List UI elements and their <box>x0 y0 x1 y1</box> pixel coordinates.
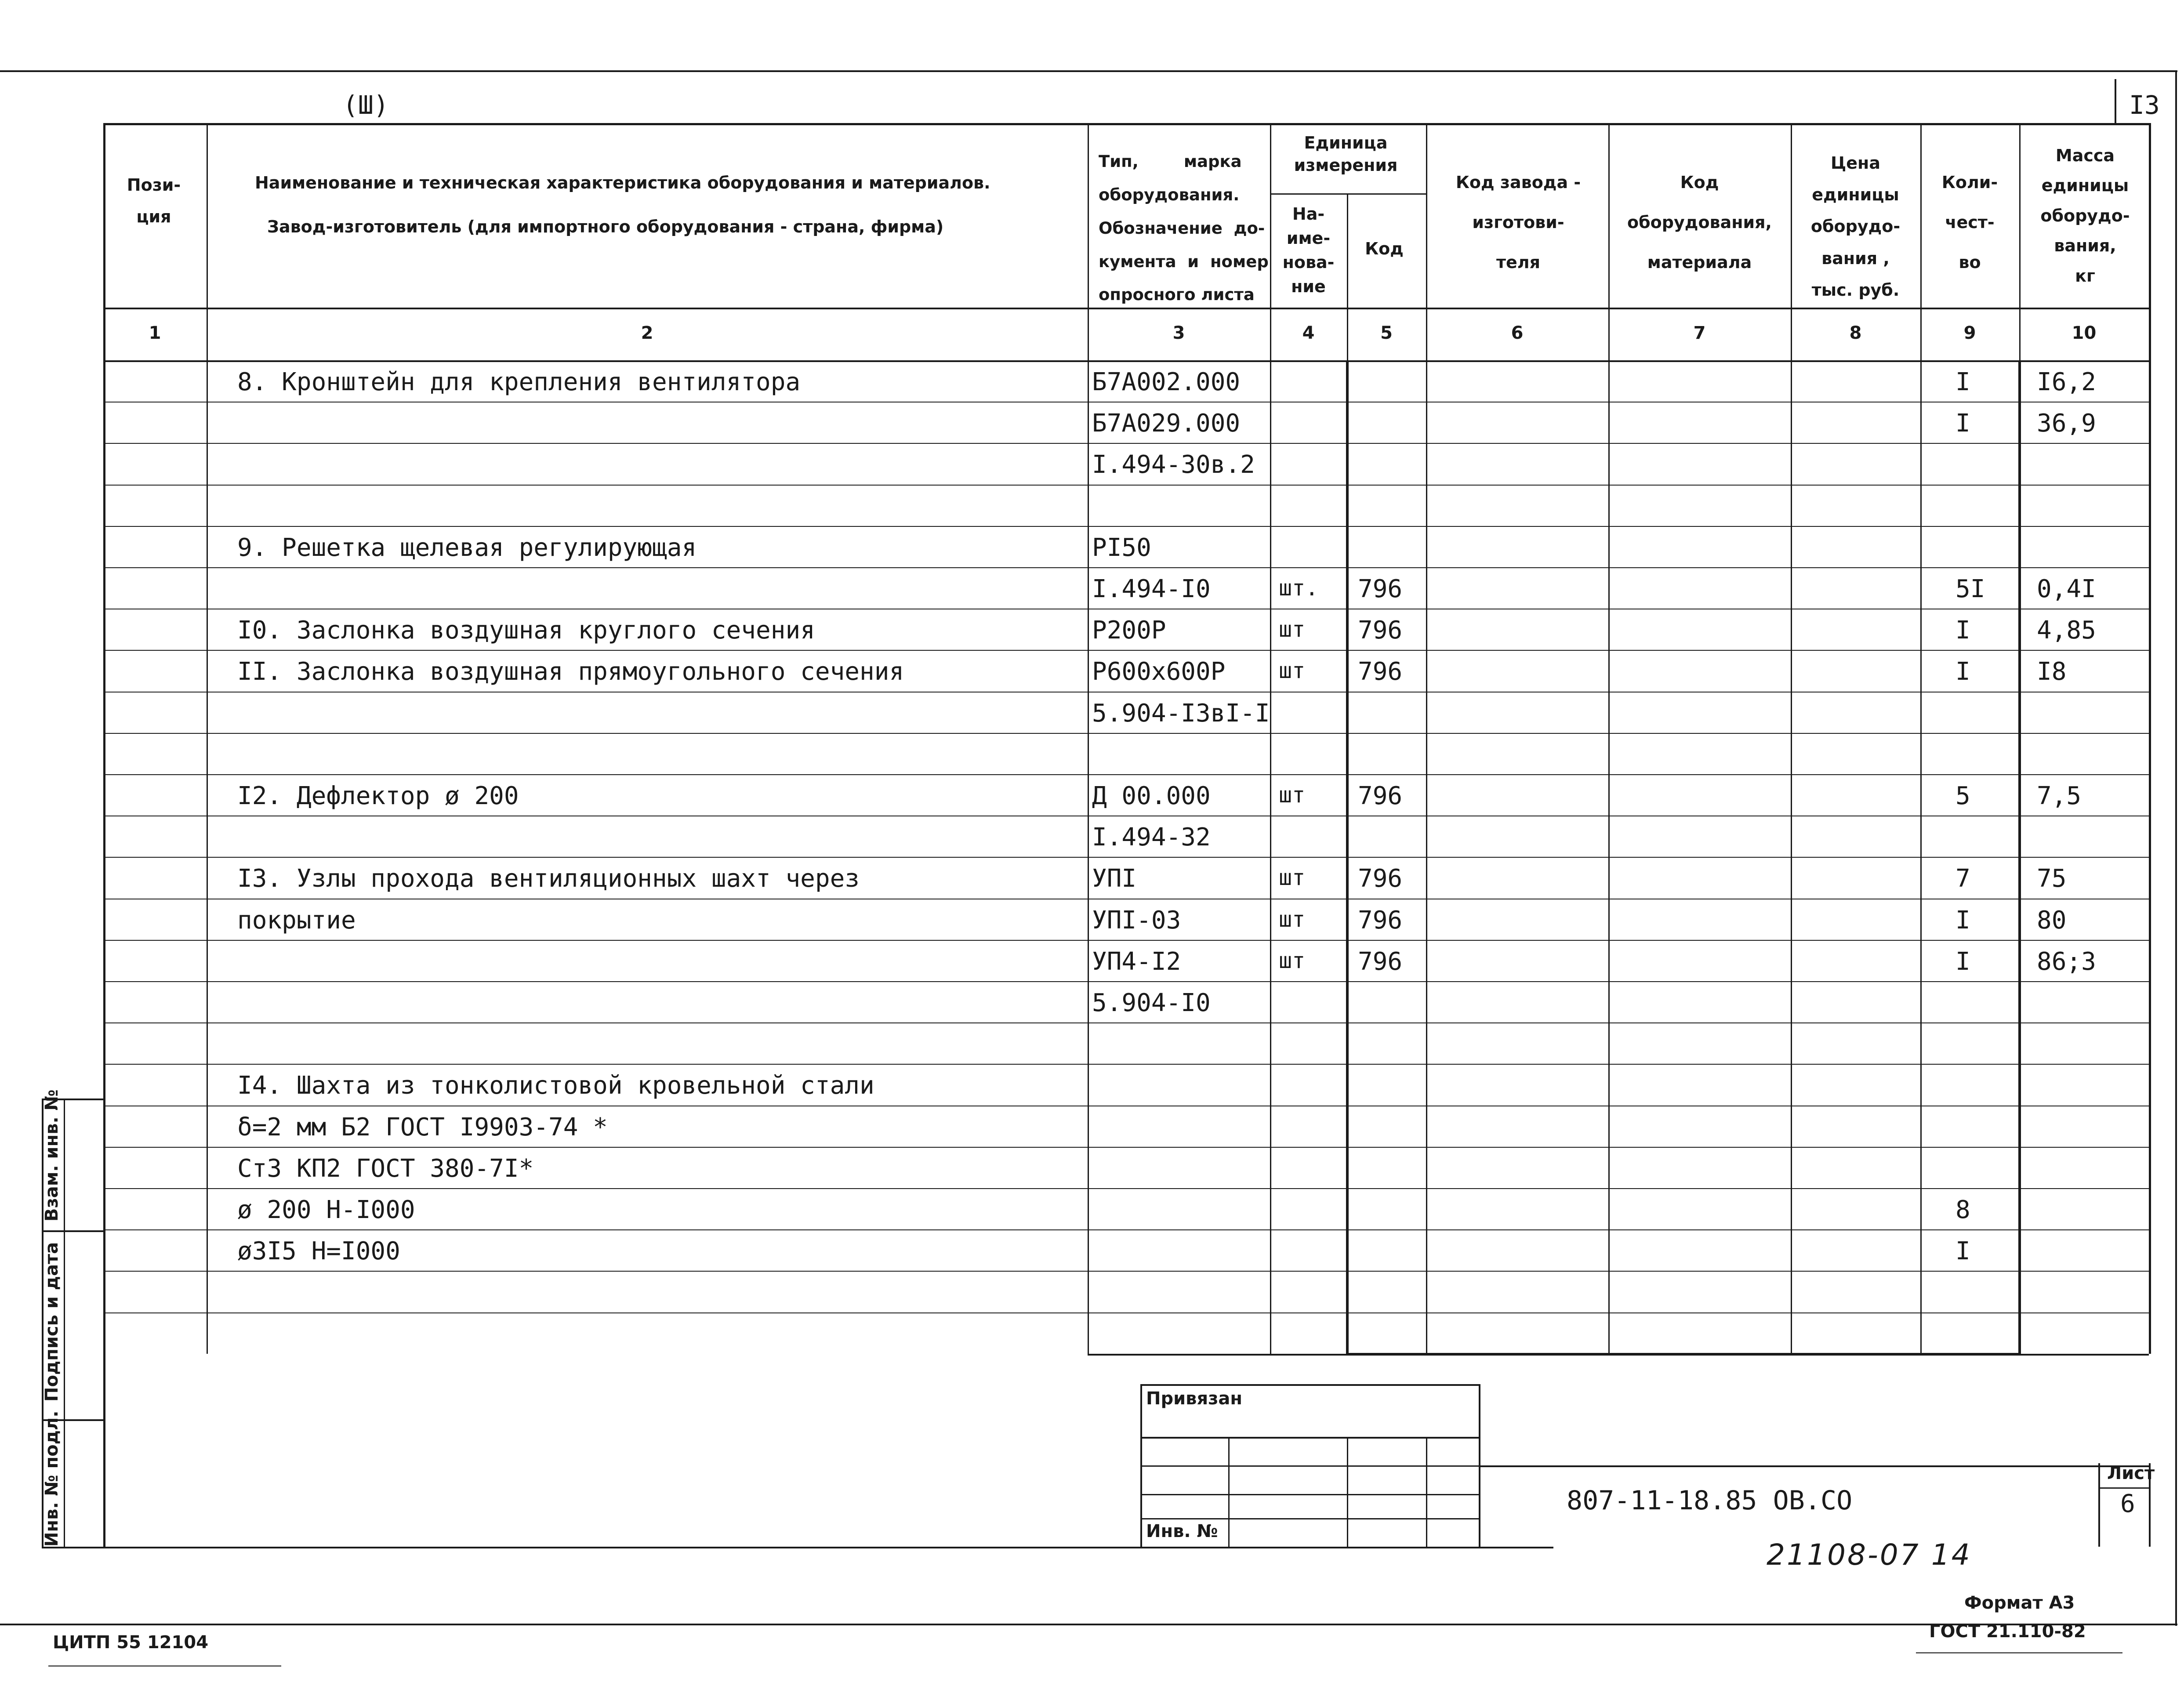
table-h-line <box>1140 1384 1479 1386</box>
document-designation: 807-11-18.85 ОВ.СО <box>1567 1485 1853 1516</box>
row-type: 5.904-I3вI-I <box>1092 699 1270 728</box>
table-h-line <box>103 443 2149 444</box>
row-mass: 36,9 <box>2037 409 2096 438</box>
header-equipment-code: Код оборудования, материала <box>1627 173 1772 272</box>
table-v-line <box>2018 360 2021 1354</box>
row-unit: шт <box>1279 906 1306 932</box>
header-type: Тип, марка оборудования. Обозначение до- кумента и номер опросного листа <box>1099 152 1269 305</box>
table-h-line <box>103 123 2149 125</box>
row-code: 796 <box>1358 575 1403 603</box>
row-name: δ=2 мм Б2 ГОСТ I9903-74 * <box>237 1113 608 1142</box>
row-code: 796 <box>1358 864 1403 893</box>
header-quantity: Коли- чест- во <box>1941 173 1998 272</box>
row-quantity: I <box>1955 409 1970 438</box>
table-v-line <box>1140 1384 1142 1547</box>
row-name: ø 200 Н-I000 <box>237 1196 415 1224</box>
row-type: УП4-I2 <box>1092 947 1181 976</box>
side-stamp-inv: Инв. № подл. <box>42 1410 62 1547</box>
table-v-line <box>1346 360 1349 1354</box>
header-mass: Масса единицы оборудо- вания, кг <box>2040 146 2130 286</box>
table-h-line <box>1347 1353 2019 1356</box>
printer-label: ЦИТП 55 12104 <box>53 1632 209 1653</box>
gost-label: ГОСТ 21.110-82 <box>1929 1621 2086 1642</box>
table-h-line <box>103 526 2149 527</box>
table-v-line <box>1608 123 1610 1354</box>
row-unit: шт <box>1279 782 1306 808</box>
table-h-line <box>2098 1487 2149 1489</box>
table-h-line <box>1140 1518 1479 1519</box>
table-h-line <box>103 1229 2149 1230</box>
table-h-line <box>103 1547 1553 1548</box>
section-mark: (Ш) <box>343 90 389 120</box>
table-h-line <box>103 650 2149 651</box>
row-quantity: I <box>1955 368 1970 396</box>
row-type: УПI-03 <box>1092 906 1181 935</box>
table-h-line <box>103 1312 2149 1313</box>
header-price: Цена единицы оборудо- вания , тыс. руб. <box>1810 153 1901 300</box>
row-quantity: I <box>1955 1237 1970 1266</box>
row-quantity: I <box>1955 906 1970 935</box>
table-v-line <box>1791 123 1792 1354</box>
row-type: Р200Р <box>1092 616 1166 645</box>
row-name: 9. Решетка щелевая регулирующая <box>237 533 697 562</box>
header-unit: Единица измерения <box>1294 133 1398 175</box>
frame-bottom-line <box>0 1624 2177 1625</box>
row-quantity: 5 <box>1955 782 1970 810</box>
row-unit: шт. <box>1279 575 1319 601</box>
side-stamp-podpis: Подпись и дата <box>42 1242 62 1402</box>
column-number: 1 <box>149 323 161 343</box>
table-h-line <box>103 733 2149 734</box>
table-v-line <box>1426 1437 1427 1547</box>
row-quantity: I <box>1955 616 1970 645</box>
row-name: Ст3 КП2 ГОСТ 380-7I* <box>237 1154 534 1183</box>
table-h-line <box>103 567 2149 568</box>
table-h-line <box>103 1147 2149 1148</box>
row-name: I4. Шахта из тонколистовой кровельной стали <box>237 1071 874 1100</box>
sheet-number: 6 <box>2120 1490 2135 1518</box>
row-unit: шт <box>1279 865 1306 891</box>
header-name-line2: Завод-изготовитель (для импортного оборудования - страна, фирма) <box>267 217 944 236</box>
table-h-line <box>103 1064 2149 1065</box>
table-v-line <box>1347 1437 1348 1547</box>
table-v-line <box>1270 123 1271 1354</box>
column-number: 2 <box>641 323 653 343</box>
row-type: I.494-32 <box>1092 823 1211 852</box>
row-type: Б7А029.000 <box>1092 409 1241 438</box>
row-type: Р600х600Р <box>1092 657 1226 686</box>
row-unit: шт <box>1279 616 1306 642</box>
table-h-line <box>42 1230 103 1232</box>
row-unit: шт <box>1279 947 1306 973</box>
table-v-line <box>1088 123 1089 1354</box>
frame-right-line <box>2175 70 2177 1626</box>
row-type: УПI <box>1092 864 1137 893</box>
column-number: 6 <box>1511 323 1524 343</box>
column-number: 4 <box>1302 323 1315 343</box>
table-h-line <box>1479 1465 2149 1467</box>
table-v-line <box>103 123 105 1354</box>
header-unit-code: Код <box>1365 239 1404 258</box>
row-code: 796 <box>1358 616 1403 645</box>
row-mass: 80 <box>2037 906 2067 935</box>
stamp-inv-label: Инв. № <box>1146 1521 1218 1541</box>
side-stamp-vzam: Взам. инв. № <box>42 1089 62 1222</box>
table-v-line <box>2098 1463 2100 1547</box>
sheet-corner-number: I3 <box>2129 90 2160 120</box>
row-quantity: 7 <box>1955 864 1970 893</box>
table-h-line <box>1140 1494 1479 1495</box>
table-h-line <box>103 981 2149 982</box>
table-h-line <box>42 1547 103 1548</box>
row-name: II. Заслонка воздушная прямоугольного сечения <box>237 657 904 686</box>
column-number: 10 <box>2072 323 2097 343</box>
column-number: 8 <box>1849 323 1862 343</box>
row-quantity: 5I <box>1955 575 1985 603</box>
header-position: Пози- ция <box>127 175 181 227</box>
table-h-line <box>103 1022 2149 1023</box>
column-number: 3 <box>1172 323 1185 343</box>
row-name: I3. Узлы прохода вентиляционных шахт через <box>237 864 860 893</box>
row-mass: 7,5 <box>2037 782 2082 810</box>
table-v-line <box>1920 123 1922 1354</box>
row-type: I.494-30в.2 <box>1092 450 1255 479</box>
column-number: 7 <box>1693 323 1706 343</box>
row-name: I2. Дефлектор ø 200 <box>237 782 519 810</box>
row-type: РI50 <box>1092 533 1151 562</box>
table-h-line <box>103 1188 2149 1189</box>
row-code: 796 <box>1358 657 1403 686</box>
row-type: Д 00.000 <box>1092 782 1211 810</box>
table-h-line <box>103 360 2149 362</box>
table-h-line <box>1140 1465 1479 1467</box>
row-name: ø3I5 Н=I000 <box>237 1237 400 1266</box>
row-quantity: I <box>1955 657 1970 686</box>
header-maker-code: Код завода - изготови- теля <box>1455 173 1581 272</box>
table-v-line <box>2149 123 2151 1354</box>
row-mass: I6,2 <box>2037 368 2096 396</box>
row-unit: шт <box>1279 658 1306 684</box>
row-mass: 86;3 <box>2037 947 2096 976</box>
table-h-line <box>103 485 2149 486</box>
corner-box-left <box>2115 79 2116 123</box>
column-number: 9 <box>1963 323 1976 343</box>
row-mass: I8 <box>2037 657 2067 686</box>
row-code: 796 <box>1358 782 1403 810</box>
row-name: 8. Кронштейн для крепления вентилятора <box>237 368 801 396</box>
row-code: 796 <box>1358 947 1403 976</box>
table-v-line <box>64 1099 65 1547</box>
row-mass: 4,85 <box>2037 616 2096 645</box>
handwritten-number: 21108-07 14 <box>1767 1538 1972 1572</box>
row-type: Б7А002.000 <box>1092 368 1241 396</box>
gost-underline <box>1916 1652 2122 1653</box>
frame-top-line <box>0 70 2177 72</box>
table-v-line <box>1228 1437 1230 1547</box>
row-quantity: I <box>1955 947 1970 976</box>
row-type: I.494-I0 <box>1092 575 1211 603</box>
table-h-line <box>103 774 2149 775</box>
row-name: I0. Заслонка воздушная круглого сечения <box>237 616 815 645</box>
sheet-label: Лист <box>2107 1463 2155 1483</box>
row-type: 5.904-I0 <box>1092 989 1211 1017</box>
table-v-line <box>103 1354 105 1547</box>
table-h-line <box>1140 1437 1479 1439</box>
table-v-line <box>207 123 208 1354</box>
printer-underline <box>48 1665 281 1667</box>
header-name-line1: Наименование и техническая характеристика оборудования и материалов. <box>255 173 990 192</box>
row-code: 796 <box>1358 906 1403 935</box>
row-name: покрытие <box>237 906 356 935</box>
row-quantity: 8 <box>1955 1196 1970 1224</box>
table-v-line <box>1426 123 1427 1354</box>
row-mass: 75 <box>2037 864 2067 893</box>
row-mass: 0,4I <box>2037 575 2096 603</box>
table-h-line <box>103 1271 2149 1272</box>
table-h-line <box>103 940 2149 941</box>
format-label: Формат А3 <box>1964 1593 2075 1613</box>
stamp-privyazan-label: Привязан <box>1146 1389 1243 1409</box>
column-number: 5 <box>1380 323 1393 343</box>
header-unit-name: На- име- нова- ние <box>1282 204 1335 297</box>
table-h-line <box>103 857 2149 858</box>
